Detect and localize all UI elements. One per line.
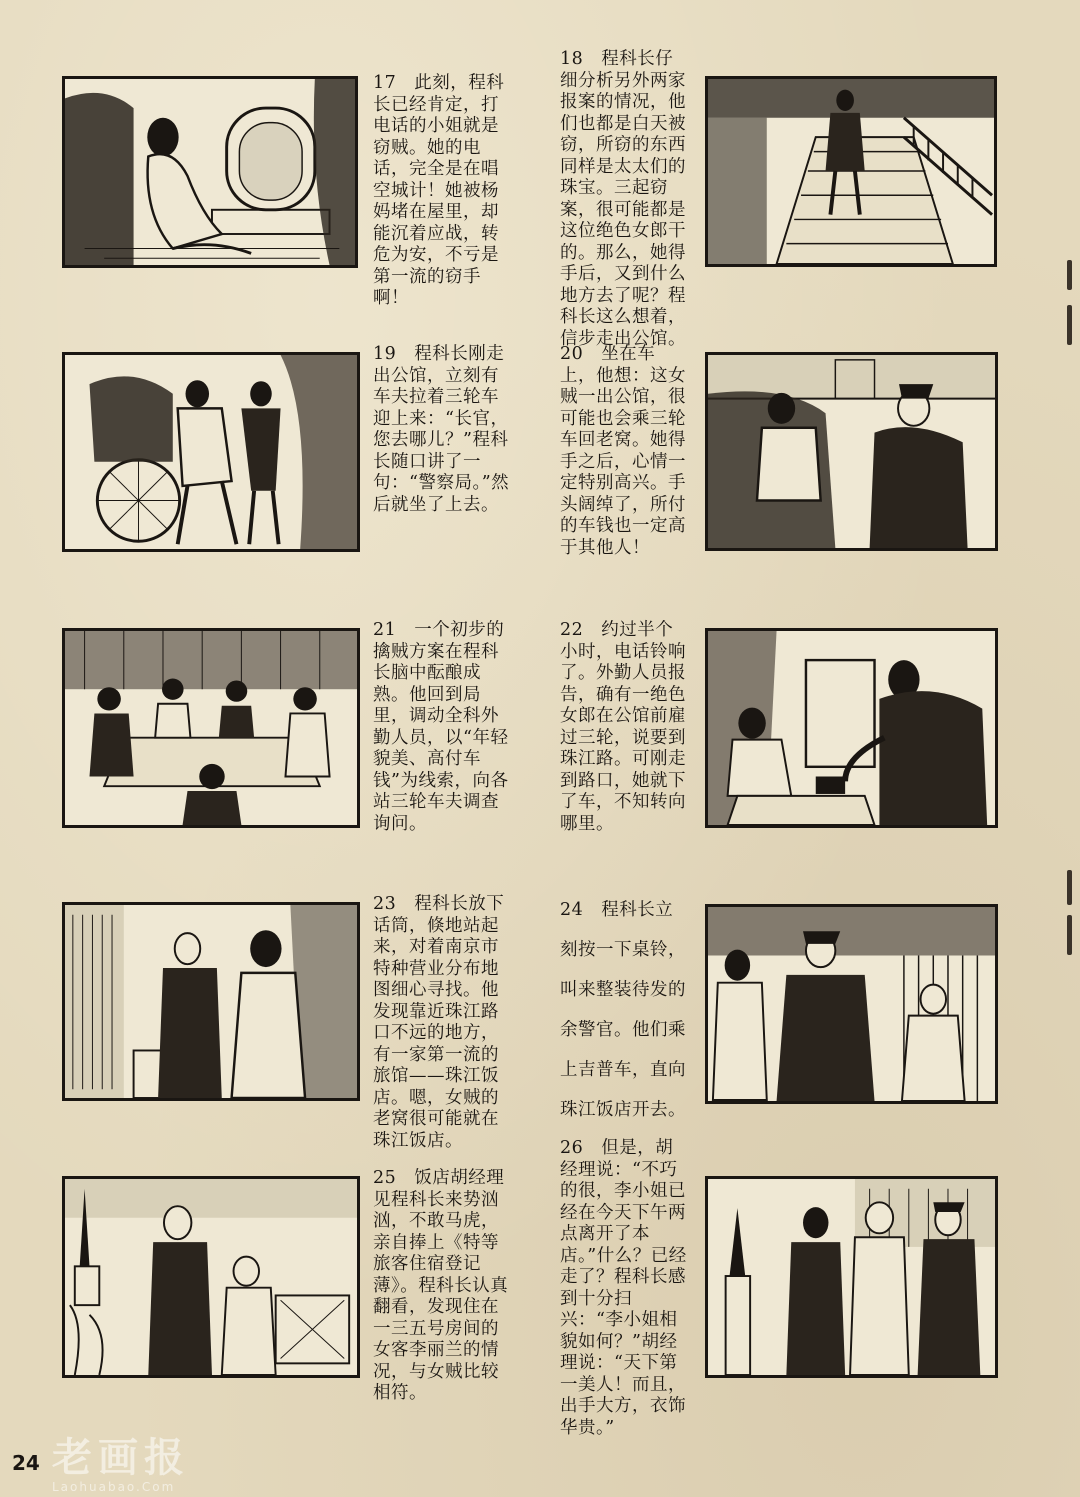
officer-and-woman-drawing [65, 905, 357, 1098]
panel-18-illustration [705, 76, 997, 267]
panel-19-caption: 19 程科长刚走出公馆，立刻有车夫拉着三轮车迎上来：“长官，您去哪儿？”程科长随口讲了一句：“警察局。”然后就坐了上去。 [373, 344, 510, 515]
page-number: 24 [12, 1451, 40, 1475]
binding-staple-mark [1067, 915, 1072, 955]
watermark-text: 老画报 [52, 1435, 190, 1481]
watermark-url: Laohuabao.Com [52, 1480, 176, 1494]
panel-24-caption: 24 程科长立刻按一下桌铃，叫来整装待发的余警官。他们乘上吉普车，直向珠江饭店开去。 [560, 900, 686, 1120]
hotel-manager-drawing [65, 1179, 357, 1375]
binding-staple-mark [1067, 870, 1072, 905]
riding-rickshaw-drawing [708, 355, 995, 548]
panel-19-illustration [62, 352, 360, 552]
panel-26-illustration [705, 1176, 998, 1378]
panel-20-illustration [705, 352, 998, 551]
panel-17-caption: 17 此刻，程科长已经肯定，打电话的小姐就是窃贼。她的电话，完全是在唱空城计！她被杨妈堵在屋里，却能沉着应战，转危为安，不亏是第一流的窃手啊！ [373, 73, 505, 308]
panel-23-caption: 23 程科长放下话筒，倏地站起来，对着南京市特种营业分布地图细心寻找。他发现靠近珠江路口不远的地方，有一家第一流的旅馆——珠江饭店。嗯，女贼的老窝很可能就在珠江饭店。 [373, 894, 505, 1151]
panel-20-caption: 20 坐在车上，他想：这女贼一出公馆，很可能也会乘三轮车回老窝。她得手之后，心情一定特别高兴。手头阔绰了，所付的车钱也一定高于其他人！ [560, 344, 686, 558]
panel-24-illustration [705, 904, 998, 1104]
panel-26-caption: 26 但是，胡经理说：“不巧的很，李小姐已经在今天下午两点离开了本店。”什么？已经走了？程科长感到十分扫兴：“李小姐相貌如何？”胡经理说：“天下第一美人！而且，出手大方，衣饰华贵。” [560, 1138, 687, 1438]
panel-18-caption: 18 程科长仔细分析另外两家报案的情况，他们也都是白天被窃，所窃的东西同样是太太们的珠宝。三起窃案，很可能都是这位绝色女郎干的。那么，她得手后，又到什么地方去了呢？程科长这么想着，信步走出公馆。 [560, 49, 686, 349]
panel-25-caption: 25 饭店胡经理见程科长来势汹汹，不敢马虎，亲自捧上《特等旅客住宿登记薄》。程科长认真翻看，发现住在一三五号房间的女客李丽兰的情况，与女贼比较相符。 [373, 1168, 509, 1403]
panel-17-illustration [62, 76, 358, 268]
site-watermark [52, 1436, 190, 1494]
panel-22-caption: 22 约过半个小时，电话铃响了。外勤人员报告，确有一绝色女郎在公馆前雇过三轮，说要到珠江路。可刚走到路口，她就下了车，不知转向哪里。 [560, 620, 686, 834]
panel-21-illustration [62, 628, 360, 828]
telephone-call-drawing [708, 631, 995, 825]
panel-21-caption: 21 一个初步的擒贼方案在程科长脑中酝酿成熟。他回到局里，调动全科外勤人员，以“年轻貌美、高付车钱”为线索，向各站三轮车夫调查询问。 [373, 620, 509, 834]
hotel-lobby-drawing [708, 1179, 995, 1375]
binding-staple-mark [1067, 305, 1072, 345]
binding-staple-mark [1067, 260, 1072, 290]
panel-22-illustration [705, 628, 998, 828]
panel-23-illustration [62, 902, 360, 1101]
staircase-drawing [708, 79, 994, 264]
woman-in-room-drawing [65, 79, 355, 265]
panel-25-illustration [62, 1176, 360, 1378]
rickshaw-drawing [65, 355, 357, 549]
officers-departing-drawing [708, 907, 995, 1101]
officers-around-table-drawing [65, 631, 357, 825]
